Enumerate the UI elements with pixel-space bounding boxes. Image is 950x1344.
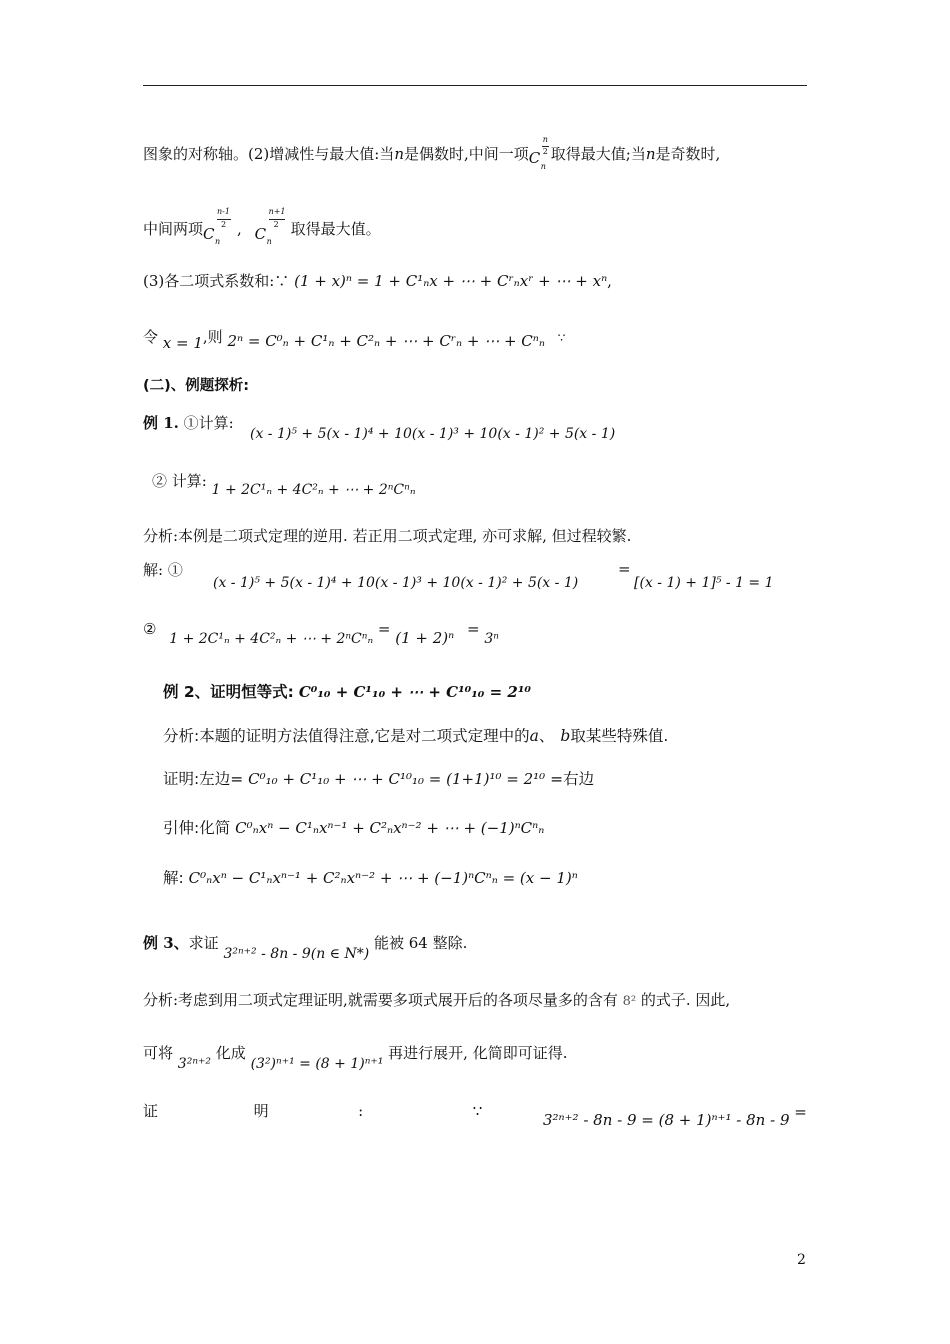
proof-expression (543, 1103, 807, 1129)
text: 分析:本题的证明方法值得注意,它是对二项式定理中的 (163, 727, 530, 745)
text: 可将 (143, 1044, 174, 1062)
example-2-heading (163, 683, 531, 702)
expression: 3²ⁿ⁺² - 8n - 9 = (8 + 1)ⁿ⁺¹ - 8n - 9 (543, 1111, 790, 1129)
var-b: b (560, 727, 571, 745)
paragraph-let-x1 (143, 328, 566, 352)
sub-n: n (266, 237, 272, 246)
header-rule (143, 85, 807, 86)
text: 解: (163, 869, 184, 887)
text: 取某些特殊值. (570, 727, 669, 745)
text: 的式子. 因此, (640, 991, 731, 1009)
binom-term-nm1 (203, 207, 237, 247)
extension-solution (163, 869, 578, 888)
sup-den: 2 (542, 147, 548, 156)
text: 图象的对称轴。(2)增减性与最大值:当 (143, 145, 395, 163)
c-symbol: C (203, 225, 215, 243)
expression: 1 + 2C¹ₙ + 4C²ₙ + ⋯ + 2ⁿCⁿₙ (169, 631, 374, 647)
sub-n: n (540, 162, 546, 171)
solution-1-equals: = (618, 560, 631, 578)
example-1-expression-1 (250, 424, 615, 443)
sup-den: 2 (221, 220, 227, 229)
equals: = (467, 620, 480, 638)
var-a: a (529, 727, 539, 745)
section-heading-examples: (二)、例题探析: (143, 378, 250, 394)
text: 例 2、证明恒等式: (163, 683, 294, 701)
sub-n: n (215, 237, 221, 246)
text: 令 (143, 328, 159, 346)
text: 求证 (188, 934, 219, 952)
sum-of-coefficients-formula: 2ⁿ = C⁰ₙ + C¹ₙ + C²ₙ + ⋯ + Cʳₙ + ⋯ + Cⁿₙ (227, 332, 545, 350)
expression: 3²ⁿ⁺² (177, 1056, 211, 1072)
text: 是奇数时, (655, 145, 721, 163)
example-1-compute-2 (152, 472, 416, 498)
text: 证 (143, 1102, 159, 1120)
solution-1-result (634, 573, 774, 592)
expression: 3²ⁿ⁺² - 8n - 9(n ∈ N*) (223, 946, 370, 962)
binom-term-np1 (254, 207, 291, 247)
var-n: n (645, 145, 656, 163)
text: 明 (253, 1102, 269, 1120)
paragraph-symmetry (143, 135, 721, 172)
identity-expression: C⁰₁₀ + C¹₁₀ + ⋯ + C¹⁰₁₀ = 2¹⁰ (298, 683, 531, 701)
text: 分析:考虑到用二项式定理证明,就需要多项式展开后的各项尽量多的含有 (143, 991, 618, 1009)
expression: (x - 1)⁵ + 5(x - 1)⁴ + 10(x - 1)³ + 10(x - 1)² + 5(x - 1) (213, 575, 579, 591)
binom-middle-term (528, 135, 551, 172)
circled-2: ② (143, 620, 157, 638)
text: ② 计算: (152, 472, 207, 490)
expression: 1 + 2C¹ₙ + 4C²ₙ + ⋯ + 2ⁿCⁿₙ (211, 482, 416, 498)
text: 能被 64 整除. (374, 934, 468, 952)
convert-line (143, 1044, 568, 1072)
equals: = (377, 620, 391, 638)
example-1-compute-1 (143, 414, 234, 432)
var-n: n (394, 145, 404, 163)
expression: (3²)ⁿ⁺¹ = (8 + 1)ⁿ⁺¹ (250, 1056, 384, 1072)
text: 中间两项 (143, 220, 204, 238)
text: : (358, 1102, 364, 1120)
solution-2 (143, 620, 499, 647)
expression: 3ⁿ (484, 631, 499, 647)
example-2-proof (163, 770, 594, 789)
page-number: 2 (797, 1252, 806, 1268)
text: 证明:左边= (163, 770, 244, 788)
proof-expression: C⁰₁₀ + C¹₁₀ + ⋯ + C¹⁰₁₀ = (1+1)¹⁰ = 2¹⁰ (248, 770, 546, 788)
solution-1-expression (213, 573, 578, 592)
text: , (607, 272, 612, 290)
sup-num: n-1 (217, 207, 230, 216)
c-symbol: C (528, 149, 541, 167)
paragraph-middle-two: 中间两项 C n-1 2 n , C n+1 2 n 取得最大值。 (143, 207, 381, 246)
therefore-symbol: ∵ (557, 331, 566, 345)
text: ①计算: (183, 414, 234, 432)
text: 、 (538, 727, 555, 745)
analysis-3 (143, 991, 730, 1010)
example-1-label: 例 1. (143, 414, 179, 432)
expression: [(x - 1) + 1]⁵ - 1 = 1 (634, 575, 774, 591)
proof-line (143, 1102, 482, 1120)
equals: = (794, 1103, 807, 1121)
analysis-1: 分析:本例是二项式定理的逆用. 若正用二项式定理, 亦可求解, 但过程较繁. (143, 527, 632, 545)
text: 再进行展开, 化简即可证得. (388, 1044, 568, 1062)
text: 取得最大值。 (290, 220, 381, 238)
text: ,则 (202, 328, 223, 346)
example-3 (143, 934, 468, 962)
sup-num: n+1 (268, 207, 286, 216)
example-3-label: 例 3、 (143, 934, 189, 952)
solution-1-label: 解: ① (143, 561, 183, 579)
expression: C⁰ₙxⁿ − C¹ₙxⁿ⁻¹ + C²ₙxⁿ⁻² + ⋯ + (−1)ⁿCⁿₙ (235, 819, 545, 837)
text: 是偶数时,中间一项 (403, 145, 529, 163)
text: 化成 (215, 1044, 246, 1062)
text: =右边 (550, 770, 595, 788)
text: 引伸:化简 (163, 819, 231, 837)
binomial-expansion-formula: (1 + x)ⁿ = 1 + C¹ₙx + ⋯ + Cʳₙxʳ + ⋯ + xⁿ (294, 272, 608, 290)
text: 取得最大值;当 (550, 145, 646, 163)
therefore-symbol: ∵ (472, 1102, 483, 1120)
sup-den: 2 (273, 220, 279, 229)
paragraph-coefficient-sum (143, 272, 612, 290)
c-symbol: C (254, 225, 267, 243)
expression: (x - 1)⁵ + 5(x - 1)⁴ + 10(x - 1)³ + 10(x - 1)² + 5(x - 1) (250, 426, 616, 442)
sup-num: n (542, 135, 548, 144)
example-2-analysis (163, 727, 668, 746)
x-equals-1: x = 1 (162, 334, 203, 352)
text: (3)各二项式系数和:∵ (143, 272, 290, 290)
extension-heading (163, 819, 544, 838)
expression: (1 + 2)ⁿ (395, 629, 455, 647)
expression: 8² (622, 994, 637, 1009)
expression: C⁰ₙxⁿ − C¹ₙxⁿ⁻¹ + C²ₙxⁿ⁻² + ⋯ + (−1)ⁿCⁿₙ = (x − 1)ⁿ (188, 869, 578, 887)
